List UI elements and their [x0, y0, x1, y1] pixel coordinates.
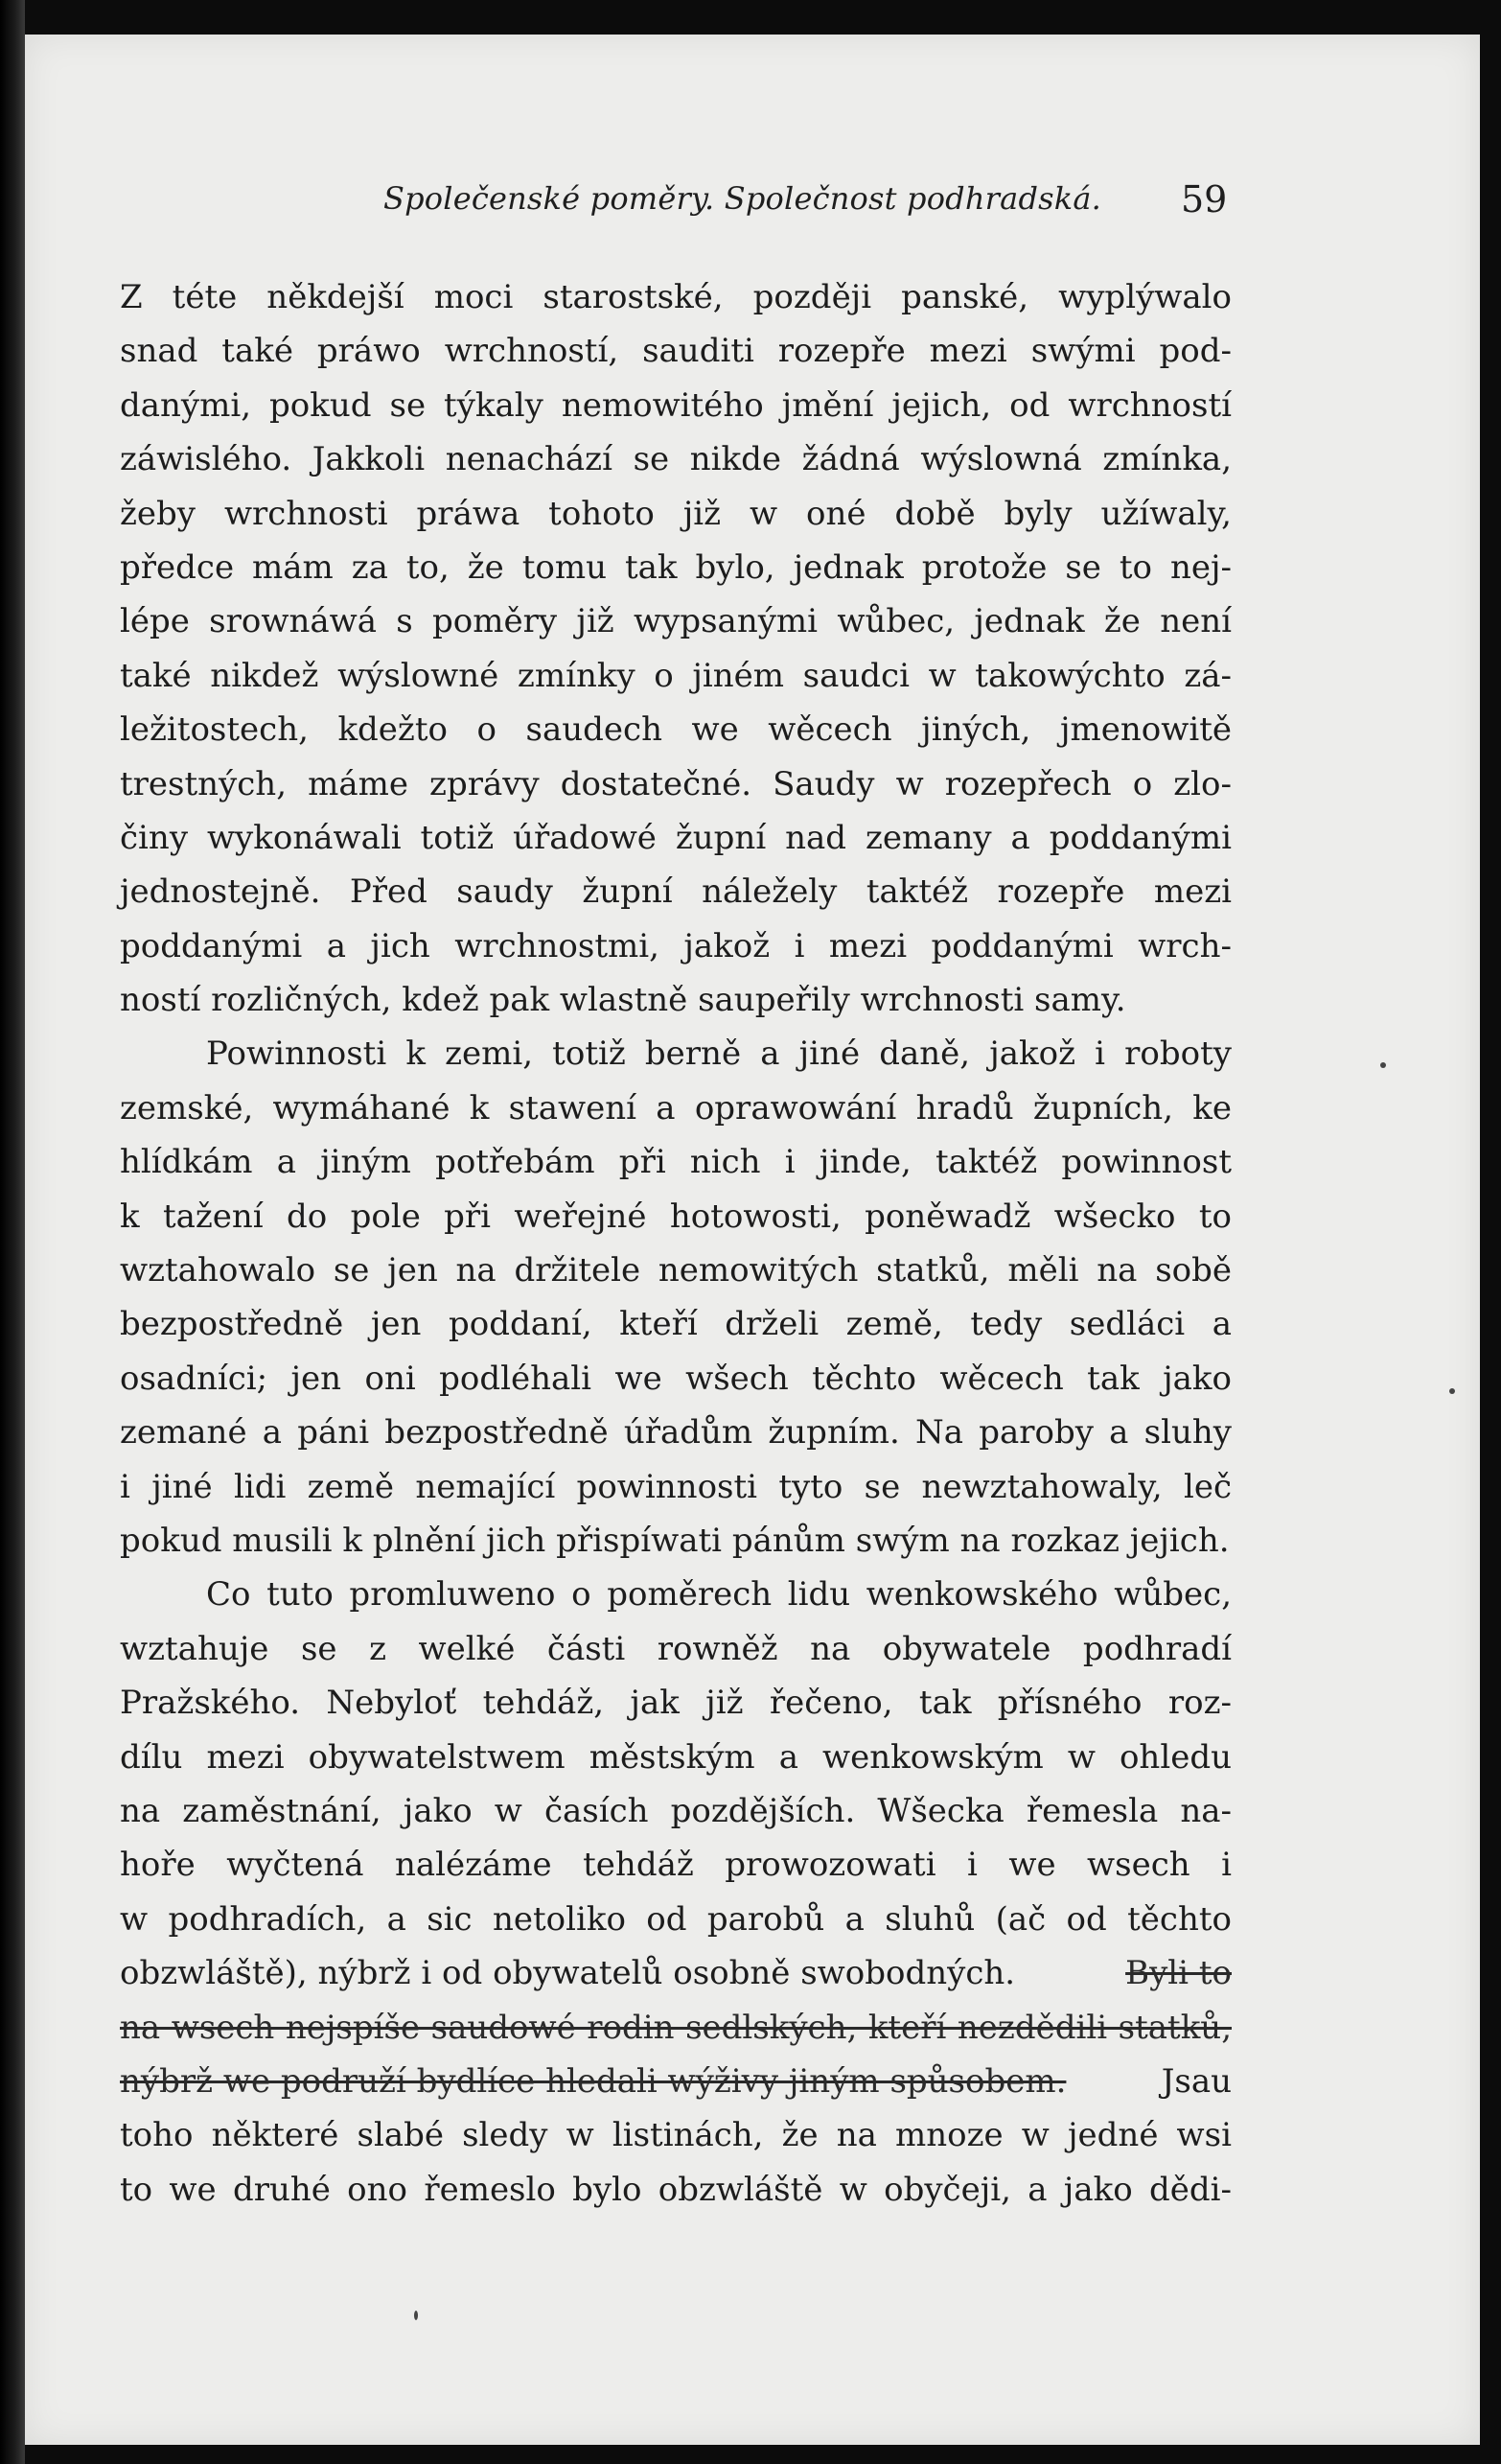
line-text: Co tuto promluweno o poměrech lidu wenkowského wůbec,	[206, 1575, 1232, 1615]
line-text: wztahuje se z welké části rowněž na obywatele podhradí	[120, 1629, 1232, 1668]
text-line	[120, 1135, 1232, 1189]
text-line	[120, 1297, 1232, 1351]
line-text: lépe srownáwá s poměry již wypsanými wůbec, jednak že není	[120, 602, 1232, 641]
text-line	[120, 1190, 1232, 1244]
text-line	[120, 1784, 1232, 1838]
line-text: hlídkám a jiným potřebám při nich i jinde, taktéž powinnost	[120, 1143, 1232, 1182]
line-text: poddanými a jich wrchnostmi, jakož i mezi poddanými wrch-	[120, 926, 1232, 965]
line-text: jednostejně. Před saudy župní náležely taktéž rozepře mezi	[120, 872, 1232, 912]
text-line	[120, 1027, 1232, 1081]
line-text: Pražského. Nebyloť tehdáž, jak již řečeno, tak přísného roz-	[120, 1684, 1232, 1723]
body-text	[120, 270, 1232, 2217]
line-text: toho některé slabé sledy w listinách, že na mnoze w jedné wsi	[120, 2116, 1232, 2155]
line-text: wztahowalo se jen na držitele nemowitých statků, měli na sobě	[120, 1251, 1232, 1290]
text-line	[120, 1081, 1232, 1135]
line-text: záwislého. Jakkoli nenachází se nikde žádná wýslowná zmínka,	[120, 440, 1232, 479]
text-line	[120, 1946, 1232, 2000]
line-text: trestných, máme zprávy dostatečné. Saudy w rozepřech o zlo-	[120, 764, 1232, 803]
text-line	[120, 649, 1232, 703]
speck	[1380, 1062, 1386, 1068]
line-text: osadníci; jen oni podléhali we wšech těchto wěcech tak jako	[120, 1359, 1232, 1398]
text-line	[120, 1514, 1232, 1568]
line-text: snad také práwo wrchností, sauditi rozepře mezi swými pod-	[120, 332, 1232, 371]
text-line	[120, 487, 1232, 541]
text-line	[120, 1676, 1232, 1730]
line-text: i jiné lidi země nemající powinnosti tyto se newztahowaly, leč	[120, 1467, 1232, 1506]
text-line	[120, 1352, 1232, 1406]
text-line	[120, 973, 1232, 1027]
struck-text: na wsech nejspíše saudowé rodin sedlských, kteří nezdědili statků,	[120, 2008, 1232, 2047]
line-text: pokud musili k plnění jich přispíwati pánům swým na rozkaz jejich.	[120, 1521, 1230, 1560]
text-line	[120, 2001, 1232, 2055]
text-line	[120, 541, 1232, 594]
line-text: k tažení do pole při weřejné hotowosti, poněwadž wšecko to	[120, 1197, 1232, 1236]
text-line	[120, 324, 1232, 378]
line-text: Z téte někdejší moci starostské, později panské, wyplýwalo	[120, 278, 1232, 316]
struck-text: Byli to	[1125, 1954, 1232, 1993]
page-number: 59	[1181, 178, 1228, 221]
text-line	[120, 703, 1232, 756]
line-text: ležitostech, kdežto o saudech we wěcech jiných, jmenowitě	[120, 710, 1232, 750]
text-line	[120, 432, 1232, 486]
text-line	[120, 2055, 1232, 2108]
line-text: to we druhé ono řemeslo bylo obzwláště w obyčeji, a jako dědi-	[120, 2170, 1232, 2209]
line-text: činy wykonáwali totiž úřadowé župní nad zemany a poddanými	[120, 818, 1232, 857]
line-text: obzwláště), nýbrž i od obywatelů osobně swobodných.	[120, 1954, 1016, 1993]
line-text: předce mám za to, že tomu tak bylo, jednak protože se to nej-	[120, 547, 1232, 587]
text-line	[120, 1622, 1232, 1676]
line-text: na zaměstnání, jako w časích pozdějších. Wšecka řemesla na-	[120, 1791, 1232, 1830]
running-head: Společenské poměry. Společnost podhradská.	[383, 180, 1101, 217]
line-text: bezpostředně jen poddaní, kteří drželi země, tedy sedláci a	[120, 1305, 1232, 1344]
line-text: hoře wyčtená nalézáme tehdáž prowozowati i we wsech i	[120, 1846, 1232, 1885]
text-line	[120, 1244, 1232, 1297]
text-line	[120, 919, 1232, 973]
text-line	[120, 811, 1232, 865]
text-line	[120, 2163, 1232, 2217]
struck-text: nýbrž we podruží bydlíce hledali wýživy jiným spůsobem.	[120, 2061, 1067, 2101]
text-line	[120, 379, 1232, 432]
line-text: w podhradích, a sic netoliko od parobů a sluhů (ač od těchto	[120, 1899, 1232, 1939]
text-line	[120, 270, 1232, 324]
text-line	[120, 2108, 1232, 2162]
line-text: zemané a páni bezpostředně úřadům župním. Na paroby a sluhy	[120, 1413, 1232, 1453]
speck	[1449, 1388, 1455, 1394]
text-line	[120, 1568, 1232, 1621]
speck	[414, 2311, 418, 2320]
text-line	[120, 1893, 1232, 1946]
text-line	[120, 1460, 1232, 1514]
text-line	[120, 865, 1232, 918]
book-spine-shadow	[0, 0, 25, 2464]
line-text: danými, pokud se týkaly nemowitého jmění jejich, od wrchností	[120, 385, 1232, 425]
text-line	[120, 757, 1232, 811]
text-line	[120, 594, 1232, 648]
text-line	[120, 1406, 1232, 1459]
line-text: ností rozličných, kdež pak wlastně saupeřily wrchnosti samy.	[120, 981, 1126, 1020]
text-line	[120, 1731, 1232, 1784]
line-text: zemské, wymáhané k stawení a oprawowání hradů župních, ke	[120, 1088, 1232, 1127]
line-text: dílu mezi obywatelstwem městským a wenkowským w ohledu	[120, 1737, 1232, 1777]
line-text: Jsau	[1161, 2061, 1232, 2101]
text-line	[120, 1838, 1232, 1892]
line-text: žeby wrchnosti práwa tohoto již w oné době byly užíwaly,	[120, 494, 1232, 533]
line-text: Powinnosti k zemi, totiž berně a jiné daně, jakož i roboty	[206, 1034, 1232, 1074]
line-text: také nikdež wýslowné zmínky o jiném saudci w takowýchto zá-	[120, 656, 1232, 695]
